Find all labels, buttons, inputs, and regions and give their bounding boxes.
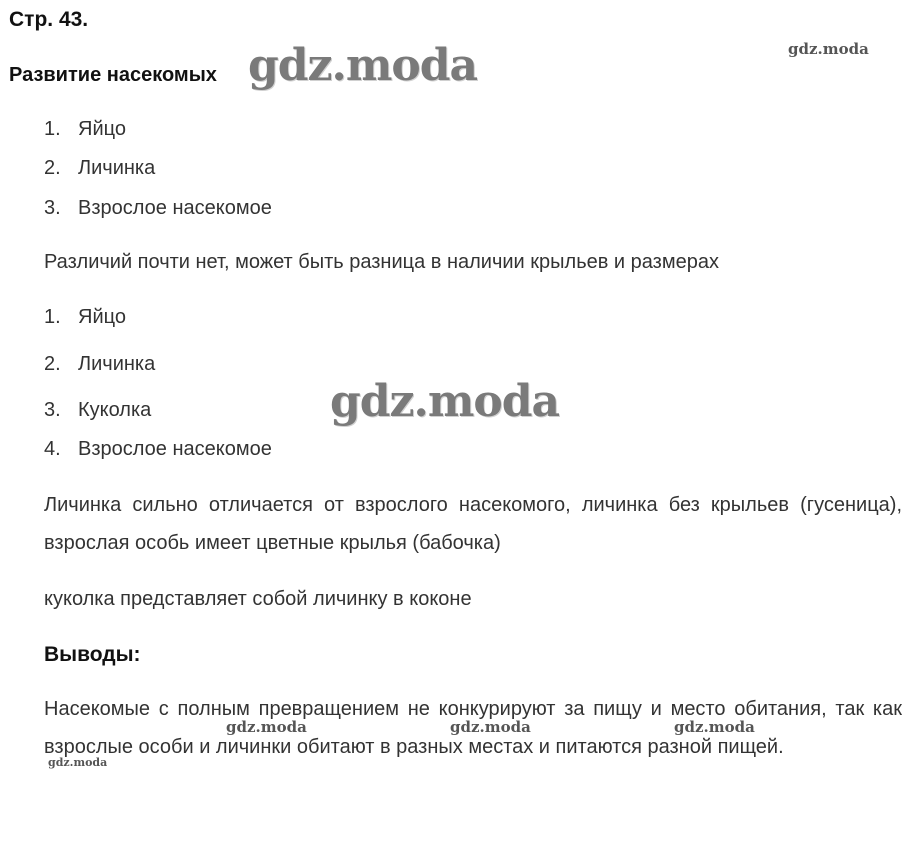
list-number: 3. (44, 399, 61, 421)
list-number: 2. (44, 157, 61, 179)
conclusions-text: Насекомые с полным превращением не конкурируют за пищу и место обитания, так как взрослые особи и личинки обитают в разных местах и питаются разной пищей. (44, 698, 902, 758)
section-title: Развитие насекомых (9, 64, 217, 86)
watermark-logo: gdz.moda (248, 40, 478, 91)
list-text: Яйцо (78, 118, 126, 140)
paragraph-complete-note: Личинка сильно отличается от взрослого насекомого, личинка без крыльев (гусеница), взрослая особь имеет цветные крылья (бабочка) (44, 494, 902, 554)
paragraph-pupa-note: куколка представляет собой личинку в коконе (44, 588, 472, 610)
paragraph-incomplete-note: Различий почти нет, может быть разница в наличии крыльев и размерах (44, 251, 719, 273)
list-item (44, 399, 151, 422)
list-item (44, 118, 126, 141)
list-number: 2. (44, 353, 61, 375)
list-number: 4. (44, 438, 61, 460)
watermark-logo: gdz.moda (226, 718, 307, 736)
list-text: Личинка (78, 353, 156, 375)
watermark-logo: gdz.moda (788, 40, 869, 58)
list-text: Куколка (78, 399, 152, 421)
watermark-logo: gdz.moda (48, 756, 108, 769)
page-number: Стр. 43. (9, 8, 89, 31)
list-number: 3. (44, 197, 61, 219)
list-text: Взрослое насекомое (78, 438, 272, 460)
list-text: Яйцо (78, 306, 126, 328)
list-text: Личинка (78, 157, 156, 179)
watermark-logo: gdz.moda (450, 718, 531, 736)
list-item (44, 157, 155, 180)
watermark-logo: gdz.moda (674, 718, 755, 736)
list-number: 1. (44, 118, 61, 140)
conclusions-title: Выводы: (44, 643, 141, 666)
list-item (44, 197, 272, 220)
list-text: Взрослое насекомое (78, 197, 272, 219)
list-number: 1. (44, 306, 61, 328)
list-item (44, 353, 155, 376)
list-item (44, 306, 126, 329)
list-item (44, 438, 272, 461)
watermark-logo: gdz.moda (330, 376, 560, 427)
